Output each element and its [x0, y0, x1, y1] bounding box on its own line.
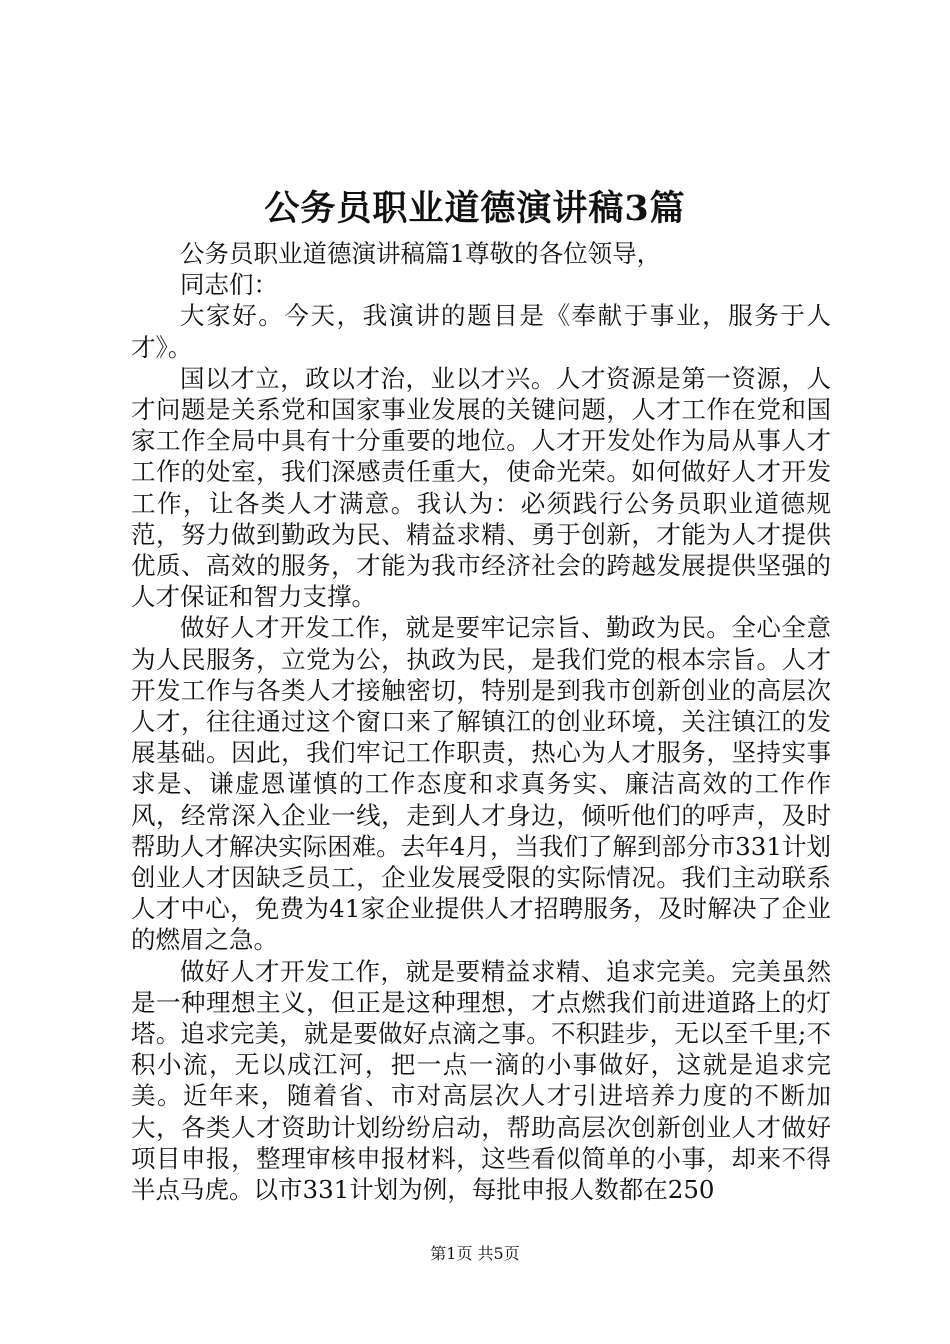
- page-number-footer: 第1页 共5页: [430, 1244, 520, 1263]
- paragraph: 国以才立，政以才治，业以才兴。人才资源是第一资源，人才问题是关系党和国家事业发展的关键问题，人才工作在党和国家工作全局中具有十分重要的地位。人才开发处作为局从事人才工作的处室，我们深感责任重大，使命光荣。如何做好人才开发工作，让各类人才满意。我认为：必须践行公务员职业道德规范，努力做到勤政为民、精益求精、勇于创新，才能为人才提供优质、高效的服务，才能为我市经济社会的跨越发展提供坚强的人才保证和智力支撑。: [131, 363, 831, 612]
- document-title: 公务员职业道德演讲稿3篇: [264, 188, 686, 229]
- document-body: [131, 238, 831, 1205]
- paragraph: 同志们：: [180, 270, 278, 300]
- paragraph: 做好人才开发工作，就是要精益求精、追求完美。完美虽然是一种理想主义，但正是这种理想，才点燃我们前进道路上的灯塔。追求完美，就是要做好点滴之事。不积跬步，无以至千里;不积小流，无以成江河，把一点一滴的小事做好，这就是追求完美。近年来，随着省、市对高层次人才引进培养力度的不断加大，各类人才资助计划纷纷启动，帮助高层次创新创业人才做好项目申报，整理审核申报材料，这些看似简单的小事，却来不得半点马虎。以市331计划为例，每批申报人数都在250: [131, 956, 831, 1205]
- paragraph: 大家好。今天，我演讲的题目是《奉献于事业，服务于人才》。: [131, 301, 831, 362]
- paragraph: 公务员职业道德演讲稿篇1尊敬的各位领导，: [180, 239, 662, 268]
- paragraph: 做好人才开发工作，就是要牢记宗旨、勤政为民。全心全意为人民服务，立党为公，执政为民，是我们党的根本宗旨。人才开发工作与各类人才接触密切，特别是到我市创新创业的高层次人才，往往通过这个窗口来了解镇江的创业环境，关注镇江的发展基础。因此，我们牢记工作职责，热心为人才服务，坚持实事求是、谦虚恩谨慎的工作态度和求真务实、廉洁高效的工作作风，经常深入企业一线，走到人才身边，倾听他们的呼声，及时帮助人才解决实际困难。去年4月，当我们了解到部分市331计划创业人才因缺乏员工，企业发展受限的实际情况。我们主动联系人才中心，免费为41家企业提供人才招聘服务，及时解决了企业的燃眉之急。: [131, 613, 831, 955]
